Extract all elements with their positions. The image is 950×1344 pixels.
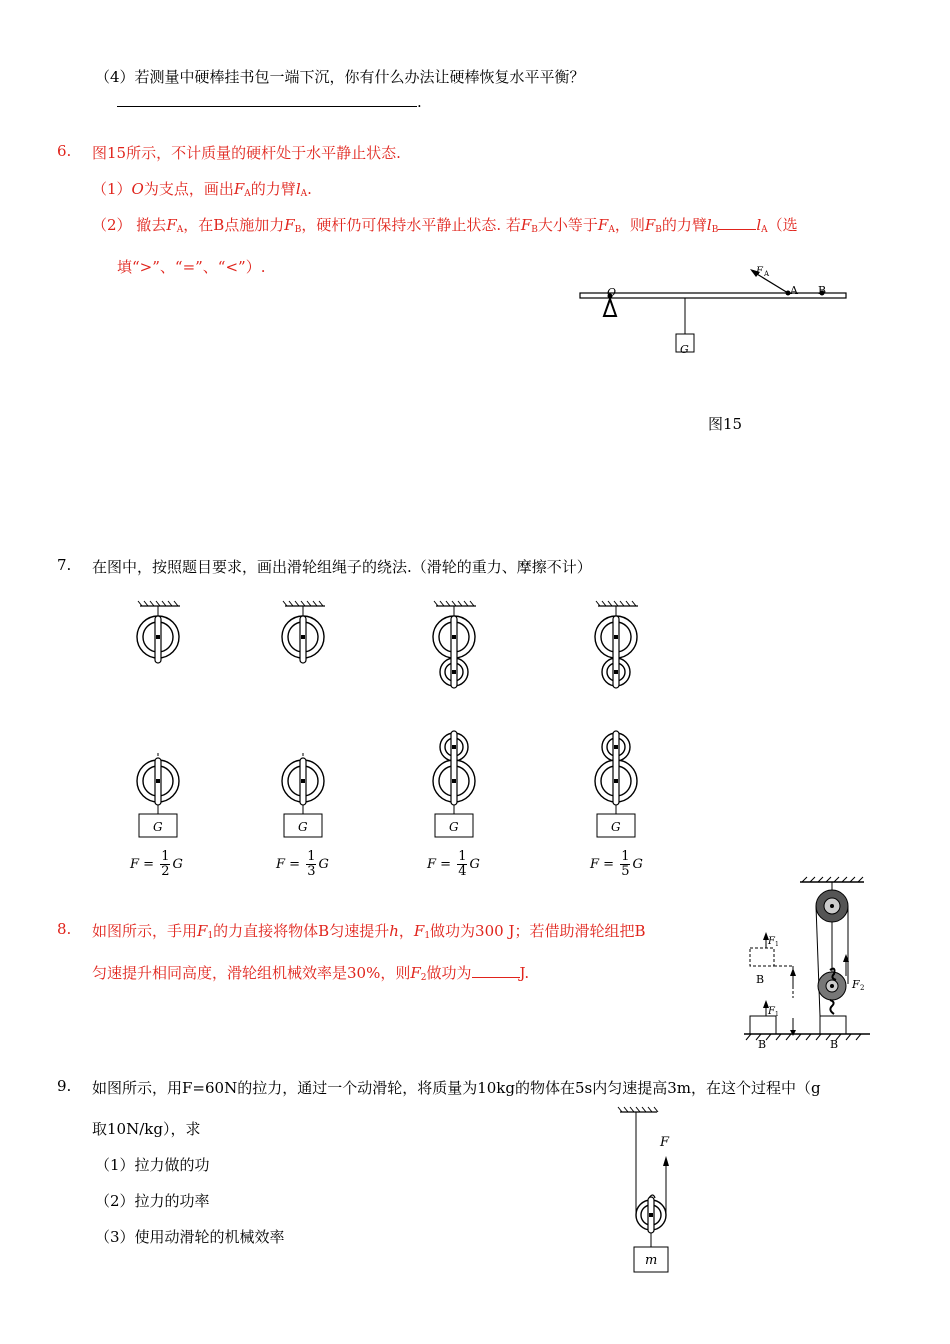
formula-3: F = $\frac{1}{4}$ G [427,849,480,879]
q8-pulley-figure [742,876,872,1051]
q8-line2: 匀速提升相同高度，滑轮组机械效率是30%，则$F_2$做功为 J. [92,964,530,983]
pulley-set-1 [125,598,195,843]
q5-item4: （4）若测量中硬棒挂书包一端下沉，你有什么办法让硬棒恢复水平平衡？ [95,68,585,86]
svg-text:1: 1 [775,941,779,948]
object-b-right [820,1016,846,1034]
svg-text:F: F [768,936,775,947]
label-f2: F [852,978,860,991]
q8-number: 8. [57,920,72,938]
lever-figure [570,258,860,368]
q6-number: 6. [57,142,72,160]
answer-blank[interactable] [117,92,417,107]
q7-stem: 在图中，按照题目要求，画出滑轮组绳子的绕法.（滑轮的重力、摩擦不计） [92,558,592,576]
svg-text:F: F [768,1006,775,1017]
svg-text:G: G [449,820,459,834]
q9-part2: （2）拉力的功率 [95,1192,210,1210]
q6-part1: （1）O为支点，画出$F_A$的力臂$l_A$. [92,180,312,199]
q9-number: 9. [57,1077,72,1095]
label-b: B [818,284,827,297]
label-g: G [680,343,689,356]
pulley-set-3 [421,598,491,843]
figure-caption: 图15 [708,415,743,433]
formula-2: F = $\frac{1}{3}$ G [276,849,329,879]
fulcrum-icon [604,299,616,316]
q6-stem: 图15所示，不计质量的硬杆处于水平静止状态. [92,144,401,162]
svg-text:B: B [756,973,765,986]
object-b-left [750,1016,776,1034]
answer-blank[interactable] [472,963,520,978]
svg-text:m: m [645,1253,658,1268]
q5-answer-line[interactable]: . [117,92,422,111]
svg-text:A: A [764,270,770,278]
pulley-set-4 [583,598,653,843]
pulley-set-2 [270,598,340,843]
q9-pulley-figure [612,1102,697,1282]
q9-line1: 如图所示，用F=60N的拉力，通过一个动滑轮，将质量为10kg的物体在5s内匀速提高3m，在这个过程中（g [92,1079,821,1097]
formula-1: F = $\frac{1}{2}$ G [130,849,183,879]
svg-text:G: G [611,820,621,834]
q9-line2: 取10N/kg），求 [92,1120,201,1138]
q9-part3: （3）使用动滑轮的机械效率 [95,1228,285,1246]
answer-blank[interactable] [718,215,756,230]
q9-part1: （1）拉力做的功 [95,1156,210,1174]
q6-part2-line2: 填“>”、“=”、“<”）. [117,258,266,276]
q6-part2: （2） 撤去$F_A$，在B点施加力$F_B$，硬杆仍可保持水平静止状态. 若$F_B$大小等于$F_A$，则$F_B$的力臂$l_B$ $l_A$（选 [92,216,798,235]
svg-text:G: G [298,820,308,834]
lever-bar [580,293,846,298]
q8-line1: 如图所示，手用$F_1$的力直接将物体B匀速提升h，$F_1$做功为300 J；若借助滑轮组把B [92,922,646,941]
svg-text:2: 2 [860,984,865,992]
q7-number: 7. [57,556,72,574]
svg-text:1: 1 [775,1011,779,1018]
label-a: A [790,284,798,297]
label-f: F [660,1135,670,1150]
svg-text:B: B [830,1038,839,1051]
label-f: F [756,266,763,277]
svg-text:G: G [153,820,163,834]
formula-4: F = $\frac{1}{5}$ G [590,849,643,879]
svg-text:B: B [758,1038,767,1051]
dashed-box [750,948,774,966]
label-o: O [607,286,617,299]
